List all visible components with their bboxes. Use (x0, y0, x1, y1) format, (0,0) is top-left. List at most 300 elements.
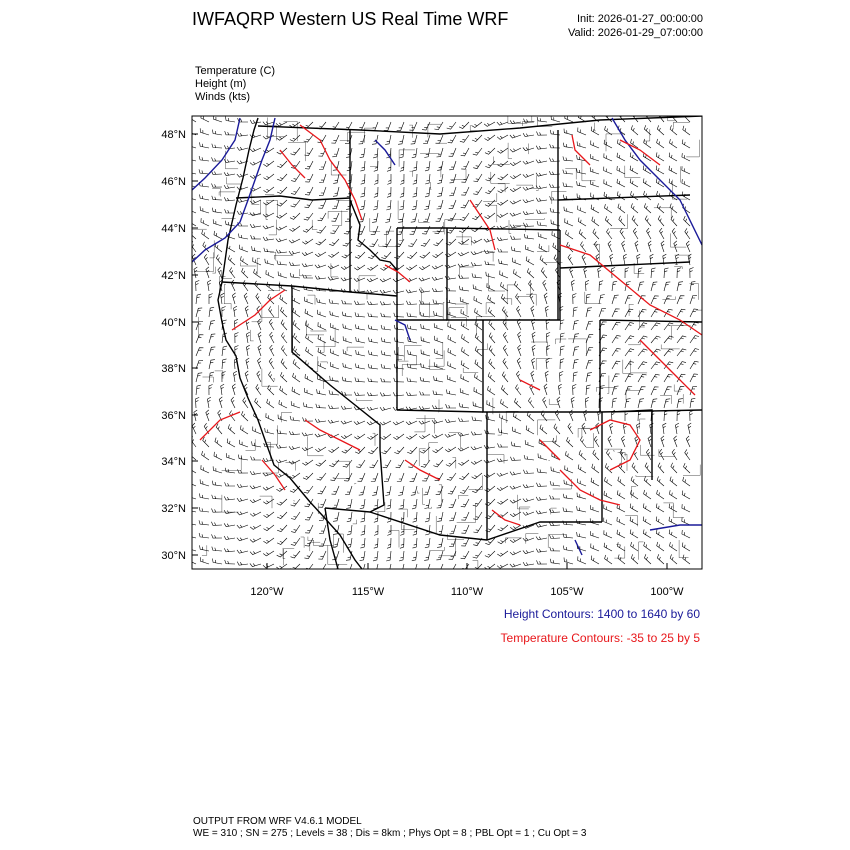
county-line (268, 282, 280, 291)
wind-barb (657, 476, 664, 486)
wind-barb (625, 374, 633, 382)
wind-barb (661, 436, 664, 447)
wind-barb (449, 161, 456, 170)
wind-barb (206, 410, 209, 421)
wind-barb (330, 362, 339, 369)
wind-barb (510, 564, 521, 567)
wind-barb (422, 122, 430, 130)
wind-barb (577, 168, 587, 174)
wind-barb (317, 226, 326, 233)
county-line (568, 339, 586, 354)
county-line (613, 451, 614, 452)
wind-barb (243, 280, 248, 291)
wind-barb (292, 387, 300, 395)
wind-barb (554, 255, 560, 265)
wind-barb (250, 148, 261, 152)
county-line (250, 330, 253, 341)
wind-barb (502, 307, 508, 317)
wind-barb (631, 542, 638, 551)
wind-barb (450, 174, 457, 183)
wind-barb (619, 216, 625, 226)
wind-barb (278, 272, 287, 279)
wind-barb (432, 265, 443, 269)
wind-barb (447, 375, 456, 382)
wind-barb (514, 281, 521, 291)
wind-barb (434, 376, 443, 382)
wind-barb (682, 517, 690, 525)
wind-barb (546, 332, 550, 343)
county-line (436, 342, 443, 358)
wind-barb (328, 252, 339, 257)
county-line (203, 377, 214, 382)
wind-barb (206, 267, 209, 278)
wind-barb (546, 345, 550, 356)
wind-barb (330, 323, 339, 330)
wind-barb (281, 333, 287, 344)
county-line (489, 277, 506, 291)
wind-barb (237, 133, 248, 137)
wind-barb (517, 358, 521, 369)
county-line (443, 302, 444, 320)
county-line (462, 233, 468, 244)
wind-barb (528, 398, 534, 409)
wind-barb (682, 166, 690, 174)
wind-barb (567, 437, 574, 447)
wind-barb (523, 200, 534, 203)
wind-barb (458, 447, 469, 451)
county-line (284, 121, 298, 141)
wind-barb (543, 397, 547, 408)
wind-barb (447, 226, 456, 233)
wind-barb (277, 512, 287, 519)
wind-barb (196, 397, 200, 408)
wind-barb (224, 172, 235, 175)
wind-barb (423, 564, 430, 573)
wind-barb (360, 187, 365, 197)
wind-barb (305, 297, 314, 304)
wind-barb (664, 387, 672, 395)
wind-barb (360, 148, 365, 158)
wind-barb (632, 112, 638, 122)
wind-barb (461, 187, 469, 195)
wind-barb (498, 525, 508, 531)
county-line (509, 220, 511, 233)
wind-barb (319, 174, 326, 183)
wind-barb (448, 213, 456, 221)
wind-barb (263, 161, 274, 167)
wind-barb (620, 449, 625, 460)
wind-barb (289, 239, 300, 243)
wind-barb (406, 421, 417, 425)
wind-barb (432, 434, 443, 438)
wind-barb (407, 313, 417, 318)
wind-barb (524, 119, 535, 123)
wind-barb (459, 473, 469, 480)
wind-barb (400, 525, 404, 535)
wind-barb (536, 186, 547, 189)
wind-barb (263, 473, 274, 476)
wind-barb (357, 122, 365, 130)
wind-barb (380, 421, 391, 425)
wind-barb (604, 543, 612, 551)
county-line (410, 356, 417, 365)
county-line (431, 182, 432, 190)
wind-barb (578, 128, 586, 136)
wind-barb (638, 411, 642, 421)
wind-barb (503, 345, 508, 356)
wind-barb (345, 213, 352, 222)
county-line (355, 484, 357, 485)
wind-barb (289, 226, 300, 231)
wind-barb (437, 512, 443, 521)
lat-label: 32°N (161, 503, 186, 515)
wind-barb (516, 294, 522, 305)
wind-barb (435, 349, 444, 356)
wind-barb (580, 437, 586, 448)
wind-barb (276, 135, 287, 140)
wind-barb (381, 338, 391, 343)
wind-barb (585, 280, 589, 291)
wind-barb (545, 371, 548, 382)
wind-barb (433, 252, 444, 258)
county-line (537, 245, 549, 251)
wind-barb (618, 477, 625, 486)
wind-barb (318, 348, 326, 356)
wind-barb (410, 226, 417, 234)
wind-barb (612, 398, 617, 408)
wind-barb (398, 213, 404, 222)
wind-barb (345, 135, 352, 144)
wind-barb (250, 551, 261, 555)
wind-barb (345, 564, 352, 573)
wind-barb (238, 469, 249, 473)
wind-barb (290, 213, 300, 219)
wind-barb (399, 551, 404, 561)
wind-barb (354, 421, 365, 425)
wind-barb (291, 551, 301, 558)
wind-barb (684, 463, 691, 473)
wind-barb (460, 297, 469, 304)
wind-barb (291, 499, 300, 506)
wind-barb (211, 171, 222, 175)
wind-barb (498, 187, 508, 193)
wind-barb (212, 534, 223, 538)
wind-barb (664, 336, 674, 343)
wind-barb (651, 399, 657, 408)
wind-barb (460, 486, 469, 493)
wind-barb (225, 131, 235, 135)
wind-barb (621, 436, 625, 447)
wind-barb (240, 245, 248, 252)
wind-barb (276, 213, 287, 218)
wind-barb (212, 547, 222, 551)
wind-barb (552, 231, 560, 239)
wind-barb (688, 423, 691, 434)
wind-barb (578, 465, 586, 474)
lat-label: 46°N (161, 176, 186, 188)
county-line (507, 285, 515, 303)
wind-barb (656, 529, 664, 538)
wind-barb (302, 264, 313, 267)
wind-barb (316, 404, 326, 408)
county-line (429, 547, 444, 550)
wind-barb (305, 187, 313, 195)
wind-barb (342, 447, 352, 453)
wind-barb (563, 546, 573, 551)
wind-barb (263, 237, 274, 241)
wind-barb (237, 525, 248, 528)
wind-barb (545, 306, 548, 317)
wind-barb (425, 187, 430, 197)
wind-barb (523, 470, 534, 474)
wind-barb (497, 459, 508, 462)
wind-barb (670, 125, 677, 135)
wind-barb (200, 206, 209, 213)
wind-barb (292, 296, 300, 304)
wind-barb (591, 556, 599, 564)
wind-barb (291, 174, 300, 182)
wind-barb (497, 473, 508, 476)
wind-barb (644, 125, 651, 135)
county-line (417, 491, 419, 493)
wind-barb (343, 363, 352, 369)
wind-barb (369, 239, 378, 247)
init-time: Init: 2026-01-27_00:00:00 (577, 13, 703, 25)
wind-barb (513, 258, 521, 265)
wind-barb (604, 518, 612, 525)
wind-barb (435, 336, 444, 343)
wind-barb (305, 161, 313, 169)
wind-barb (360, 551, 365, 561)
wind-barb (412, 148, 417, 158)
wind-barb (222, 307, 226, 318)
county-line (389, 531, 399, 548)
wind-barb (263, 551, 274, 556)
wind-barb (622, 241, 625, 252)
wind-barb (302, 460, 313, 465)
wind-barb (498, 248, 508, 252)
wind-barb (436, 551, 443, 560)
county-line (423, 488, 425, 505)
wind-barb (250, 512, 261, 516)
wind-barb (510, 135, 521, 138)
wind-barb (458, 433, 469, 436)
wind-barb (341, 434, 352, 439)
county-line (331, 263, 338, 277)
wind-barb (664, 296, 672, 304)
wind-barb (486, 174, 496, 181)
wind-barb (396, 460, 404, 468)
wind-barb (590, 167, 599, 174)
wind-barb (318, 335, 326, 343)
wind-barb (293, 320, 300, 330)
wind-barb (686, 436, 690, 447)
wind-barb (560, 333, 565, 343)
wind-barb (257, 371, 261, 382)
wind-barb (358, 473, 366, 481)
wind-barb (651, 336, 661, 343)
wind-barb (227, 244, 235, 253)
wind-barb (315, 265, 326, 268)
wind-barb (277, 187, 287, 194)
lat-label: 48°N (161, 129, 186, 141)
wind-barb (263, 200, 274, 205)
wind-barb (315, 276, 326, 280)
county-line (398, 347, 408, 361)
wind-barb (347, 525, 352, 535)
wind-barb (393, 278, 404, 282)
wind-barb (437, 148, 444, 157)
wind-barb (187, 181, 196, 187)
wind-barb (605, 126, 612, 135)
wind-barb (212, 481, 222, 486)
wind-barb (632, 216, 638, 226)
wind-barb (422, 226, 430, 234)
wind-barb (420, 377, 430, 382)
wind-barb (618, 555, 625, 565)
wind-barb (406, 407, 417, 410)
wind-barb (565, 114, 573, 122)
wind-barb (393, 434, 404, 440)
wind-barb (372, 213, 378, 222)
wind-barb (423, 213, 430, 222)
wind-barb (276, 460, 287, 463)
wind-barb (510, 499, 521, 503)
wind-barb (303, 417, 314, 421)
wind-barb (318, 322, 326, 330)
wind-barb (631, 203, 638, 213)
wind-barb (277, 525, 287, 532)
wind-barb (319, 187, 326, 196)
wind-barb (329, 460, 339, 467)
wind-barb (226, 453, 235, 460)
wind-barb (532, 345, 535, 356)
wind-barb (367, 290, 378, 293)
wind-barb (510, 120, 521, 123)
wind-barb (289, 431, 300, 435)
wind-barb (434, 122, 443, 130)
wind-barb (317, 389, 326, 395)
wind-barb (487, 400, 495, 408)
wind-barb (393, 301, 404, 305)
wind-barb (486, 272, 495, 278)
wind-barb (546, 358, 550, 369)
wind-barb (651, 387, 659, 395)
wind-barb (329, 447, 340, 453)
wind-barb (393, 392, 404, 396)
county-line (477, 316, 493, 336)
wind-barb (513, 269, 521, 278)
wind-barb (523, 133, 534, 136)
wind-barb (419, 265, 430, 270)
wind-barb (670, 554, 677, 564)
wind-barb (560, 359, 564, 369)
wind-barb (371, 473, 378, 482)
wind-barb (317, 564, 326, 572)
wind-barb (187, 168, 196, 174)
wind-barb (420, 252, 430, 258)
wind-barb (682, 179, 690, 187)
wind-barb (625, 362, 634, 370)
wind-barb (289, 460, 300, 464)
wind-barb (632, 463, 638, 473)
wind-barb (281, 346, 287, 357)
wind-barb (385, 486, 391, 496)
lon-label: 110°W (450, 586, 484, 598)
wind-barb (449, 200, 456, 208)
wind-barb (303, 403, 313, 409)
wind-barb (289, 473, 300, 478)
wind-barb (196, 280, 200, 291)
wind-barb (196, 308, 202, 317)
wind-barb (610, 254, 613, 265)
wind-barb (373, 499, 378, 509)
wind-barb (651, 374, 660, 382)
wind-barb (604, 167, 612, 174)
wind-barb (319, 525, 326, 534)
wind-barb (281, 320, 287, 330)
wind-barb (256, 293, 261, 304)
wind-barb (397, 473, 404, 482)
wind-barb (510, 213, 521, 216)
wind-barb (690, 295, 697, 304)
wind-barb (577, 532, 586, 538)
wind-barb (387, 161, 391, 171)
wind-barb (669, 517, 677, 525)
wind-barb (612, 281, 617, 291)
wind-barb (228, 255, 235, 265)
wind-barb (638, 387, 646, 395)
wind-barb (474, 373, 482, 382)
wind-barb (332, 499, 339, 508)
wind-barb (258, 358, 262, 369)
wind-barb (251, 235, 261, 239)
wind-barb (590, 154, 599, 161)
wind-barb (213, 219, 222, 226)
wind-barb (235, 333, 239, 344)
wind-barb (222, 359, 227, 369)
county-line (387, 231, 395, 248)
wind-barb (475, 346, 482, 356)
wind-barb (200, 479, 209, 486)
wind-barb (497, 213, 508, 218)
wind-barb (648, 241, 651, 252)
wind-barb (196, 322, 203, 331)
wind-barb (384, 473, 391, 482)
wind-barb (265, 428, 274, 434)
wind-barb (208, 280, 212, 291)
wind-barb (420, 300, 430, 304)
wind-barb (290, 135, 300, 141)
wind-barb (523, 550, 534, 553)
wind-barb (304, 551, 313, 559)
wind-barb (459, 403, 469, 408)
wind-barb (644, 191, 651, 200)
wind-barb (677, 282, 683, 291)
wind-barb (499, 428, 509, 434)
wind-barb (237, 484, 248, 487)
wind-barb (625, 323, 634, 331)
wind-barb (189, 229, 196, 239)
wind-barb (306, 334, 313, 343)
wind-barb (344, 226, 352, 234)
lat-label: 42°N (161, 270, 186, 282)
wind-barb (683, 477, 690, 486)
wind-barb (677, 362, 686, 369)
wind-barb (501, 399, 509, 408)
wind-barb (306, 347, 313, 356)
wind-barb (367, 407, 378, 410)
